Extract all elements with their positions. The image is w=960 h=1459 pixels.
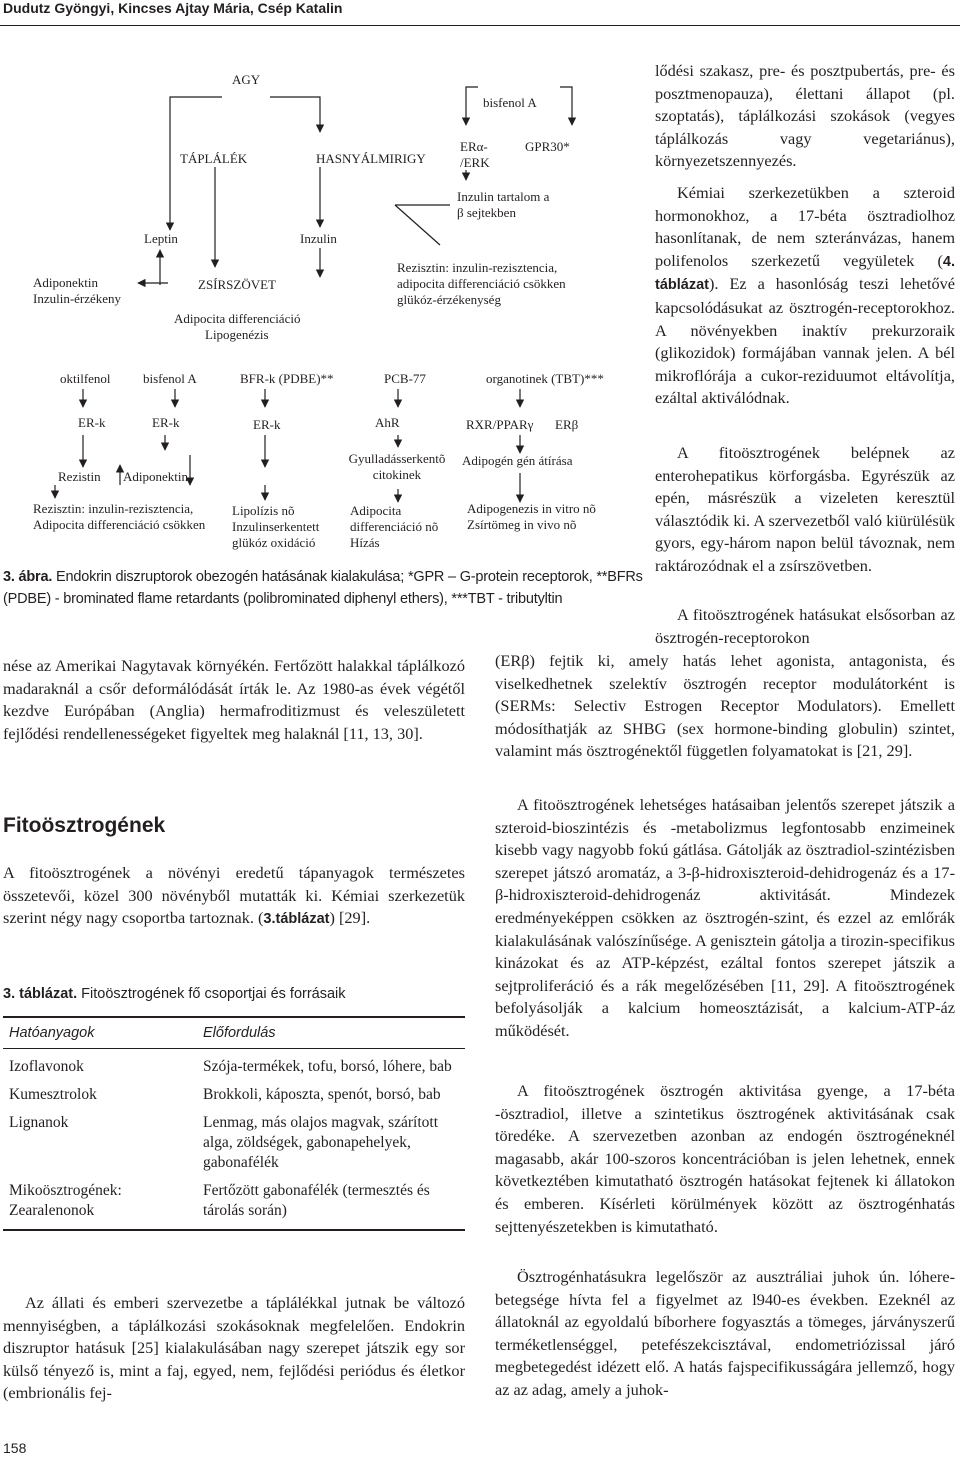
fig-lipogenezis: Lipogenézis: [205, 327, 269, 342]
figure-caption-line2: (PDBE) - brominated flame retardants (polibrominated diphenyl ethers), ***TBT - tributyltin: [3, 591, 563, 607]
table-cell: Fertőzött gabonafélék (termesztés és tárolás során): [203, 1182, 430, 1219]
section-heading: Fitoösztrogének: [3, 814, 166, 837]
fig-taplalek: TÁPLÁLÉK: [180, 151, 248, 166]
right-para-4b: (ERβ) fejtik ki, amely hatás lehet agonista, antagonista, és viselkedhetnek szelektív ösztrogén receptor modulátorként is (SERMs: Selectiv Estrogen Receptor Modulators). Emellett módosíthatják az SHBG (sex hormone-binding globulin) szintet, valamint más ösztrogénektől független folyamatokat is [21, 29].: [495, 651, 955, 761]
fig-inzulin-tartalom-1: Inzulin tartalom a: [457, 189, 550, 204]
right-para-3: A fitoösztrogének belépnek az enterohepatikus körforgásba. Egyrészük az epén, másrészük a vizeleten keresztül választódik ki. A szervezetből való kiürülésük gyors, egy-három napon belül távoznak, nem raktározódnak el a zsírszövetben.: [655, 443, 955, 575]
table-cell: Kumesztrolok: [9, 1086, 97, 1103]
table-4-ref: 4. táblázat: [655, 253, 955, 294]
left-para-2: [3, 862, 465, 931]
table-row: [3, 1105, 465, 1173]
fig-hasnyalmirigy: HASNYÁLMIRIGY: [316, 151, 426, 166]
table-cell: Szója-termékek, tofu, borsó, lóhere, bab: [203, 1058, 452, 1075]
fig-rezistin: Rezistin: [58, 469, 101, 484]
left-para-3: Az állati és emberi szervezetbe a táplálékkal jutnak be változó mennyiségben, a táplálkozási szokásoknak megfelelően. Endokrin diszruptor hatásuk [25] kialakulásában nagy szerepet játszik egy sor külső tényező is, mint a faj, egyed, nem, fejlődési periódus és életkor (embrionális fej-: [3, 1293, 465, 1403]
fig-bfr: BFR-k (PDBE)**: [240, 371, 334, 386]
figure-3-diagram: [0, 55, 640, 555]
table-caption: [3, 986, 346, 1002]
fig-adipogenezis-2: Zsírtömeg in vivo nõ: [467, 517, 577, 532]
fig-erb: ERβ: [555, 417, 579, 432]
table-row: [3, 1049, 465, 1077]
fig-inzulin: Inzulin: [300, 231, 337, 246]
table-header-row: [3, 1018, 465, 1049]
fig-lipolizis-2: Inzulinserkentett: [232, 519, 320, 534]
left-para-2-a: A fitoösztrogének a növényi eredetű tápanyagok természetes összetevői, közel 300 növényből mutatták ki. Kémiai szerkezetük szerint négy nagy csoportba tartoznak. (: [3, 863, 465, 928]
page-number: 158: [3, 1440, 27, 1456]
table-header-1: Hatóanyagok: [9, 1025, 95, 1041]
fig-lipolizis-3: glükóz oxidáció: [232, 535, 316, 550]
fig-ahr: AhR: [375, 415, 400, 430]
fig-erk-3: ER-k: [253, 417, 281, 432]
fig-rezisztin-right-1: Rezisztin: inzulin-rezisztencia,: [397, 260, 558, 275]
fig-adipocita-b-1: Adipocita: [350, 503, 402, 518]
fig-organotinek: organotinek (TBT)***: [486, 371, 604, 386]
table-row: [3, 1077, 465, 1105]
right-para-2-a: Kémiai szerkezetükben a szteroid hormonokhoz, a 17-béta ösztradiolhoz hasonlítanak, de nem szteránvázas, hanem polifenolos szerkezetű vegyületek (: [655, 183, 955, 270]
table-3: [3, 1016, 465, 1231]
left-para-2-c: ) [29].: [329, 908, 371, 928]
fig-adiponektin-2: Inzulin-érzékeny: [33, 291, 122, 306]
figure-caption-label: 3. ábra.: [3, 569, 53, 585]
fig-rxr: RXR/PPARγ: [466, 417, 534, 432]
right-para-5: A fitoösztrogének lehetséges hatásaiban jelentős szerepet játszik a szteroid-bioszintézis és -metabolizmus legfontosabb enzimeinek kisebb vagy nagyobb fokú gátlása. Gátolják az ösztradiol-szintézisben szerepet játszó aromatáz, a 3-β-hidroxiszteroid-dehidrogenáz és a 17-β-hidroxiszteroid-dehidrogenáz aktivitását. Mindezek eredményeképpen csökken az ösztrogén-szint, és ezzel az emlőrák kialakulásának valószínűsége. A genisztein gátolja a tirozin-specifikus kinázokat és az ATP-képzést, ezáltal fontos szerepet játszik a sejtproliferáció és a rák megelőzésében [11, 29]. A fitoösztrogének befolyásolják a kalcium homeosztázisát, a kalcium-ATP-áz működését.: [495, 795, 955, 1040]
fig-pcb: PCB-77: [384, 371, 426, 386]
fig-oktilfenol: oktilfenol: [60, 371, 111, 386]
fig-lipolizis-1: Lipolízis nõ: [232, 503, 295, 518]
right-para-6: A fitoösztrogének ösztrogén aktivitása gyenge, a 17-béta -ösztradiol, illetve a szintetikus ösztrogének aktivitásának csak töredéke. A szervezetben azonban az endogén ösztrogéneknél magasabb, akár 100-szoros koncentrációban is jelen lehetnek, ennek következtében kimutatható ösztrogén hatásokat fejtenek ki állatokon és emberen. Kísérleti körülmények között az ösztrogénhatás sejttenyészetekben is kimutatható.: [495, 1081, 955, 1236]
fig-bisfenol-top: bisfenol A: [483, 95, 537, 110]
running-header: Dudutz Gyöngyi, Kincses Ajtay Mária, Csép Katalin: [3, 0, 343, 16]
right-para-2-c: ). Ez a hasonlóság teszi lehetővé kapcsolódásukat az ösztrogén-receptorokhoz. A növényekben inaktív prekurzoraik (glikozidok) formájában vannak jelen. A bél mikroflórája a cukor-reziduumot eltávolítja, ezáltal aktiválódnak.: [655, 274, 955, 408]
fig-era-1: ERα-: [460, 139, 488, 154]
fig-rezisztin-right-2: adipocita differenciáció csökken: [397, 276, 566, 291]
table-caption-text: Fitoösztrogének fő csoportjai és forrásaik: [77, 986, 346, 1002]
fig-erk-1: ER-k: [78, 415, 106, 430]
fig-gyulladas-1: Gyulladásserkentõ: [348, 451, 446, 466]
fig-adipogen: Adipogén gén átírása: [462, 453, 573, 468]
table-cell: Lenmag, más olajos magvak, szárított alga, zöldségek, gabonapehelyek, gabonafélék: [203, 1114, 439, 1171]
right-para-1: lődési szakasz, pre- és posztpubertás, pre- és posztmenopauza), élettani állapot (pl. szoptatás), táplálkozási szokások (vegyes táplálkozás vagy vegetariánus), környezetszennyezés.: [655, 61, 955, 171]
fig-rezisztin-right-3: glükóz-érzékenység: [397, 292, 501, 307]
fig-adipocita-b-2: differenciáció nõ: [350, 519, 439, 534]
left-para-1: nése az Amerikai Nagytavak környékén. Fertőzött halakkal táplálkozó madaraknál a csőr deformálódását írták le. Az 1980-as évek végétől kezdve Európában (Anglia) hermafroditizmust és veleszületett fejlődési rendellenességeket figyeltek meg halaknál [11, 13, 30].: [3, 656, 465, 743]
right-para-4a: A fitoösztrogének hatásukat elsősorban az ösztrogén-receptorokon: [655, 605, 955, 647]
table-row: [3, 1173, 465, 1229]
fig-adiponektin-2b: Adiponektin: [123, 469, 188, 484]
figure-caption: [3, 566, 643, 610]
fig-erk-2: ER-k: [152, 415, 180, 430]
fig-adipocita-diff: Adipocita differenciáció: [174, 311, 301, 326]
fig-era-2: /ERK: [460, 155, 490, 170]
table-caption-label: 3. táblázat.: [3, 986, 78, 1002]
fig-adipocita-b-3: Hízás: [350, 535, 380, 550]
fig-zsirszovet: ZSÍRSZÖVET: [198, 277, 276, 292]
right-para-7: Ösztrogénhatásukra legelőször az ausztráliai juhok ún. lóhere-betegsége hívta fel a figyelmet az l940-es években. Ezeknél az állatoknál az egyoldalú bíborhere fogyasztás a tömeges, járványszerű terméketlenséggel, petefészekcisztával, endometriózissal járó megbetegedést idézett elő. A hatás fajspecifikusságára jellemző, hogy az az adag, amely a juhok-: [495, 1267, 955, 1399]
table-cell: Izoflavonok: [9, 1058, 84, 1075]
fig-gyulladas-2: citokinek: [372, 467, 422, 482]
fig-rezisztin-bottom-1: Rezisztin: inzulin-rezisztencia,: [33, 501, 194, 516]
fig-gpr30: GPR30*: [525, 139, 570, 154]
fig-inzulin-tartalom-2: β sejtekben: [457, 205, 516, 220]
header-rule: [0, 25, 960, 26]
fig-leptin: Leptin: [144, 231, 178, 246]
table-header-2: Előfordulás: [203, 1025, 276, 1041]
figure-caption-line1: Endokrin diszruptorok obezogén hatásának kialakulása; *GPR – G-protein receptorok, **BFRs: [52, 569, 643, 585]
table-cell: Brokkoli, káposzta, spenót, borsó, bab: [203, 1086, 441, 1103]
table-cell: Lignanok: [9, 1114, 69, 1131]
table-cell: Mikoösztrogének: Zearalenonok: [9, 1182, 122, 1219]
fig-bisfenol-a: bisfenol A: [143, 371, 197, 386]
right-para-2: [655, 182, 955, 410]
fig-adipogenezis-1: Adipogenezis in vitro nõ: [467, 501, 596, 516]
table-ref: 3.táblázat: [263, 911, 330, 928]
fig-agy: AGY: [232, 72, 261, 87]
fig-adiponektin-1: Adiponektin: [33, 275, 98, 290]
fig-rezisztin-bottom-2: Adipocita differenciáció csökken: [33, 517, 206, 532]
arrow-agy-to-hasnyalmirigy: [270, 97, 320, 132]
